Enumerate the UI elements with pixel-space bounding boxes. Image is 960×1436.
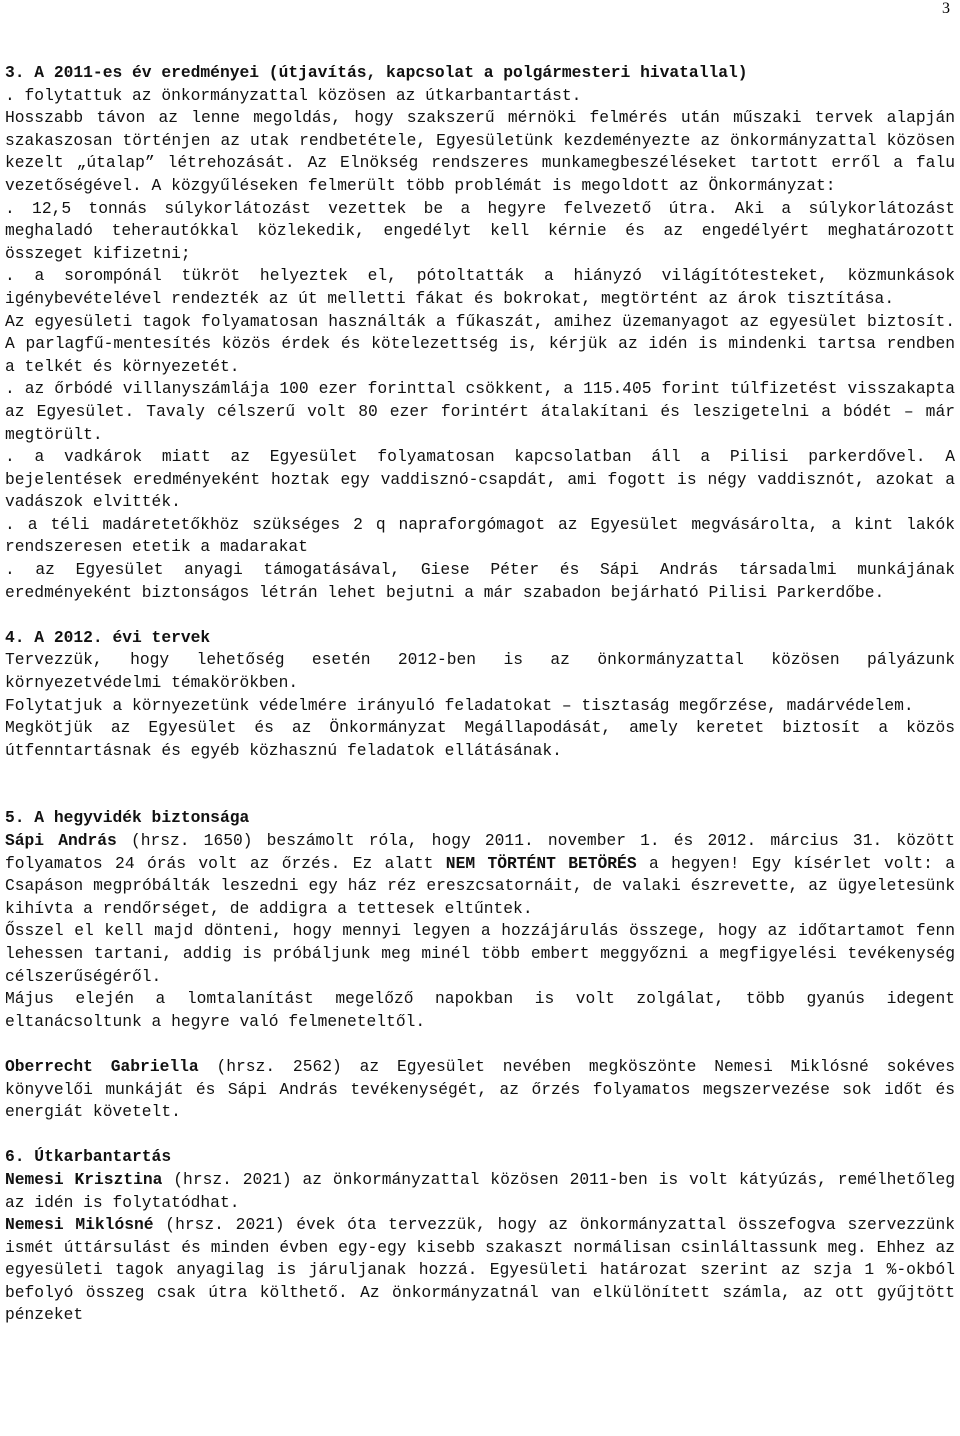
speaker-name: Sápi András bbox=[5, 831, 117, 850]
section-5-paragraph: Ősszel el kell majd dönteni, hogy mennyi legyen a hozzájárulás összege, hogy az időtartamot fenn lehessen tartani, addig is próbáljunk meg minél több embert meggyőzni a megfigyelési tevékenység célszerűségéről. bbox=[5, 921, 955, 986]
section-5-heading: 5. A hegyvidék biztonsága bbox=[5, 808, 250, 828]
section-3-paragraph: Az egyesületi tagok folyamatosan használták a fűkaszát, amihez üzemanyagot az egyesület biztosít. A parlagfű-mentesítés közös érdek és kötelezettség is, kérjük az idén is mindenki tartsa rendben a telkét és környezetét. bbox=[5, 311, 955, 376]
section-6-paragraph bbox=[5, 1214, 955, 1327]
section-3-paragraph: . folytattuk az önkormányzattal közösen az útkarbantartást. bbox=[5, 85, 582, 105]
paragraph-text: a hegyen! Egy kísérlet volt: a Csapáson megpróbálták leszedni egy ház réz ereszcsatornáit, de valaki észrevette, az ügyeletesünk kihívta a rendőrséget, de addigra a tettesek eltűntek. bbox=[5, 853, 955, 918]
section-6-heading: 6. Útkarbantartás bbox=[5, 1147, 172, 1167]
section-5-paragraph: Május elején a lomtalanítást megelőző napokban is volt zolgálat, több gyanús idegent eltanácsoltunk a hegyre való felmeneteltől. bbox=[5, 989, 955, 1031]
paragraph-text: (hrsz. 2562) az Egyesület nevében megköszönte Nemesi Miklósné sokéves könyvelői munkáját és Sápi András tevékenységét, az őrzés folyamatos megszervezése sok időt és energiát követelt. bbox=[5, 1056, 955, 1122]
paragraph-text: (hrsz. 2021) az önkormányzattal közösen 2011-ben is volt kátyúzás, remélhetőleg az idén is folytatódhat. bbox=[5, 1169, 955, 1212]
section-3-paragraph: . a téli madáretetőkhöz szükséges 2 q napraforgómagot az Egyesület megvásárolta, a kint lakók rendszeresen etetik a madarakat bbox=[5, 514, 955, 557]
speaker-name: Nemesi Miklósné bbox=[5, 1215, 154, 1235]
section-3-paragraph: . az őrbódé villanyszámlája 100 ezer forinttal csökkent, a 115.405 forint túlfizetést visszakapta az Egyesület. Tavaly célszerű volt 80 ezer forintért átalakítani és leszigetelni a bódét – már megtörült. bbox=[5, 379, 955, 444]
section-3-paragraph: . a vadkárok miatt az Egyesület folyamatosan kapcsolatban áll a Pilisi parkerdővel. A bejelentések eredményeként hoztak egy vaddisznó-csapdát, ami fogott is négy vaddisznót, azokat a vadászok elvitték. bbox=[5, 447, 955, 512]
section-3-paragraph: . 12,5 tonnás súlykorlátozást vezettek be a hegyre felvezető útra. Aki a súlykorlátozást meghaladó teherautókkal közlekedik, engedélyt kell kérnie és az engedélyért meghatározott összeget kifizetni; bbox=[5, 198, 955, 263]
section-4-heading: 4. A 2012. évi tervek bbox=[5, 627, 211, 647]
paragraph-text: (hrsz. 1650) beszámolt róla, hogy 2011. november 1. és 2012. március 31. között folyamatos 24 órás volt az őrzés. Ez alatt bbox=[5, 831, 955, 873]
page-number: 3 bbox=[942, 0, 950, 17]
section-6-paragraph bbox=[5, 1169, 955, 1214]
section-3-paragraph: . az Egyesület anyagi támogatásával, Giese Péter és Sápi András társadalmi munkájának eredményeként biztonságos létrán lehet bejutni a már szabadon bejárható Pilisi Parkerdőbe. bbox=[5, 560, 955, 602]
section-3-paragraph: Hosszabb távon az lenne megoldás, hogy szakszerű mérnöki felmérés után műszaki tervek alapján szakaszosan történjen az utak rendbetétele, Egyesületünk kezdeményezte az önkormányzattal közösen kezelt „útalap” létrehozását. Az Elnökség rendszeres munkamegbeszéléseket tartott erről a falu vezetőségével. A közgyűléseken felmerült több problémát is megoldott az Önkormányzat: bbox=[5, 108, 955, 195]
section-4-paragraph: Megkötjük az Egyesület és az Önkormányzat Megállapodását, amely keretet biztosít a közös útfenntartásnak és egyéb közhasznú feladatok ellátásának. bbox=[5, 718, 955, 760]
emphasis-text: NEM TÖRTÉNT BETÖRÉS bbox=[445, 853, 637, 873]
section-3-heading: 3. A 2011-es év eredményei (útjavítás, kapcsolat a polgármesteri hivatallal) bbox=[5, 63, 748, 82]
section-4-paragraph: Tervezzük, hogy lehetőség esetén 2012-ben is az önkormányzattal közösen pályázunk környezetvédelmi témakörökben. bbox=[5, 650, 955, 693]
section-5-paragraph bbox=[5, 1056, 955, 1124]
section-5-paragraph bbox=[5, 830, 955, 920]
section-3-paragraph: . a sorompónál tükröt helyeztek el, pótoltatták a hiányzó világítótesteket, közmunkások igénybevételével rendezték az út melletti fákat és bokrokat, megtörtént az árok tisztítása. bbox=[5, 266, 955, 308]
paragraph-text: (hrsz. 2021) évek óta tervezzük, hogy az önkormányzattal összefogva szervezzünk ismét úttársulást és minden évben egy-egy kisebb szakaszt normálisan csinláltassunk meg. Ehhez az egyesületi tagok anyagilag is járuljanak hozzá. Egyesületi határozat szerint az szja 1 %-okból befolyó összeg csak útra költhető. Az önkormányzatnál van elkülönített számla, az ott gyűjtött pénzeket bbox=[5, 1215, 955, 1325]
document-page bbox=[5, 0, 955, 1327]
speaker-name: Oberrecht Gabriella bbox=[5, 1056, 199, 1076]
speaker-name: Nemesi Krisztina bbox=[5, 1169, 163, 1189]
section-4-paragraph: Folytatjuk a környezetünk védelmére irányuló feladatokat – tisztaság megőrzése, madárvédelem. bbox=[5, 695, 914, 715]
